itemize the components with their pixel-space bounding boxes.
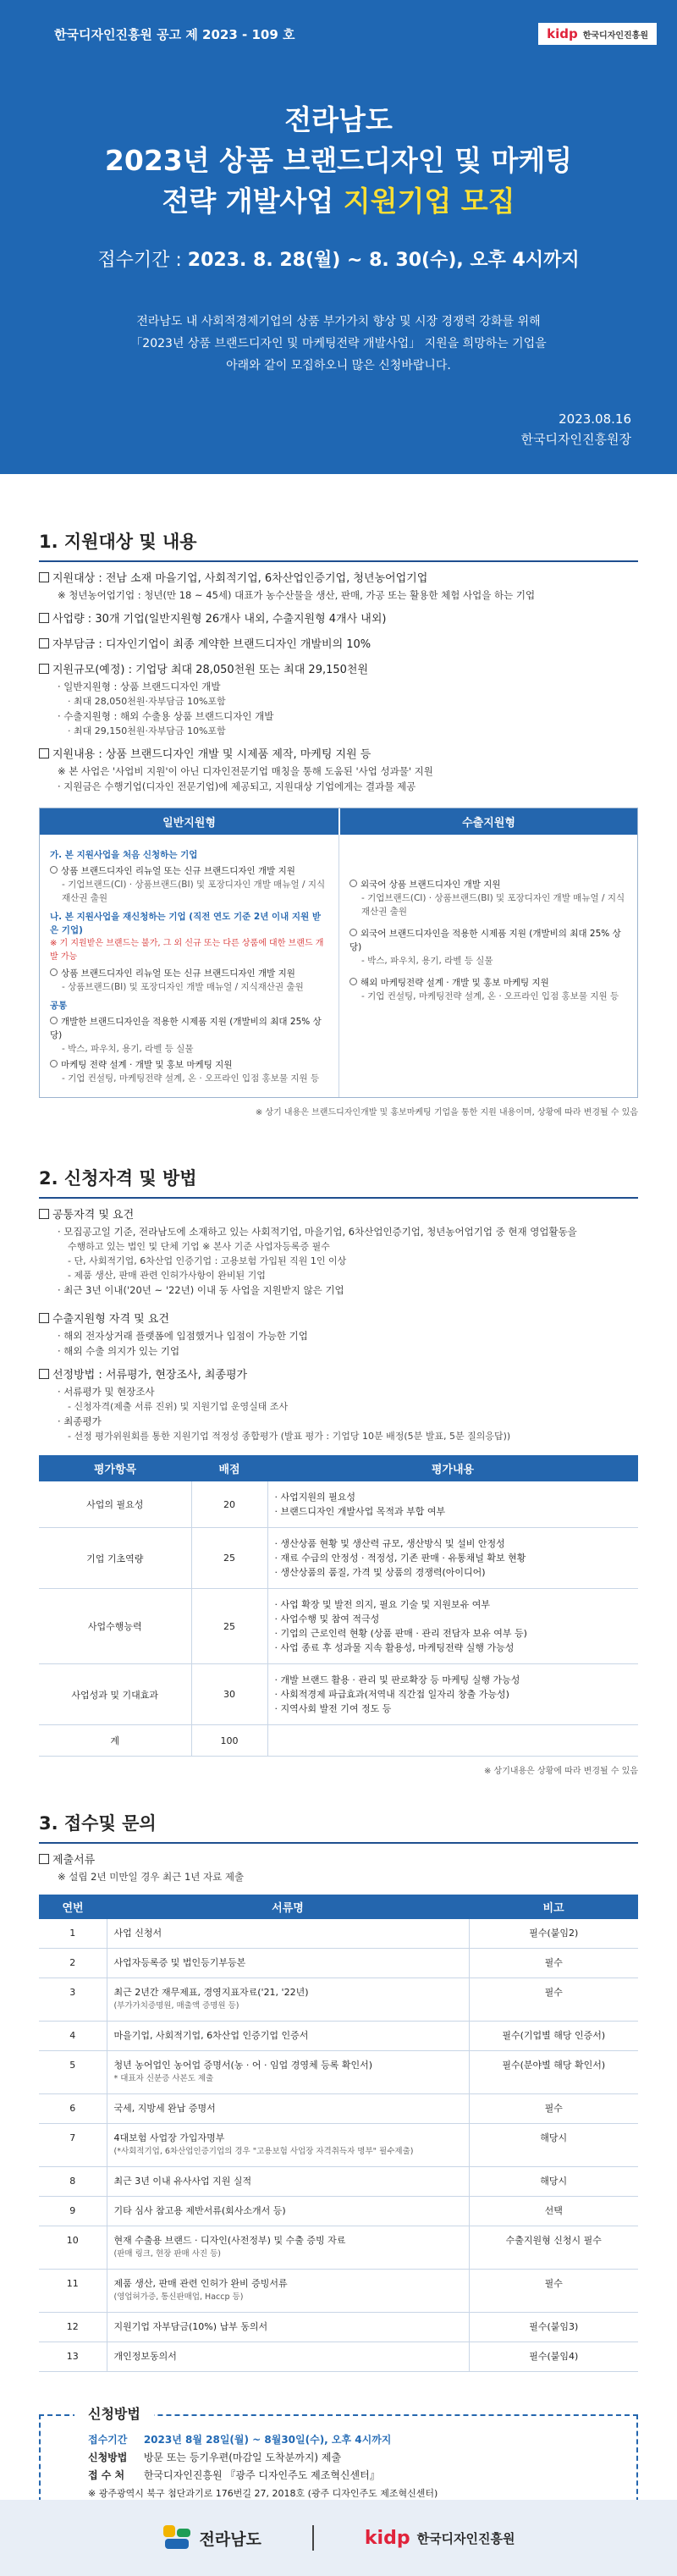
notice-number: 한국디자인진흥원 공고 제 2023 - 109 호	[54, 26, 295, 42]
period	[0, 245, 677, 272]
issuer: 한국디자인진흥원장	[520, 432, 631, 447]
doc-number: 4	[39, 2022, 107, 2051]
option-text: 외국어 상품 브랜드디자인 개발 지원	[361, 880, 501, 890]
doc-name: 개인정보동의서	[113, 2351, 177, 2362]
doc-name-cell	[107, 2313, 469, 2342]
table-row	[39, 2270, 638, 2313]
doc-name: 제품 생산, 판매 관련 인허가 완비 증빙서류	[113, 2278, 288, 2289]
checkbox-icon	[39, 1369, 49, 1379]
table-row	[39, 2051, 638, 2094]
eval-score: 20	[191, 1481, 267, 1528]
footer	[0, 2500, 677, 2576]
req-line: - 제품 생산, 판매 관련 인허가사항이 완비된 기업	[68, 1270, 266, 1281]
doc-number: 8	[39, 2167, 107, 2197]
content-item	[39, 747, 638, 764]
table-row	[39, 1978, 638, 2022]
eval-desc-line: · 생산상품의 품질, 가격 및 상품의 경쟁력(아이디어)	[274, 1567, 486, 1578]
doc-name: 청년 농어업인 농어업 증명서(농 · 어 · 임업 경영체 등록 확인서)	[113, 2060, 373, 2071]
group-label: 나. 본 지원사업을 재신청하는 기업 (직전 연도 기준 2년 이내 지원 받은 기업)	[50, 912, 322, 935]
section-title: 1. 지원대상 및 내용	[39, 528, 638, 562]
option-text: 마케팅 전략 설계 · 개발 및 홍보 마케팅 지원	[61, 1060, 233, 1070]
selection-heading: 선정방법 : 서류평가, 현장조사, 최종평가	[52, 1369, 248, 1382]
option-detail: - 기업 컨설팅, 마케팅전략 설계, 온 · 오프라인 입점 홍보물 지원 등	[361, 991, 619, 1001]
support-types-box	[39, 808, 638, 1098]
section-eligibility	[0, 1165, 677, 1776]
doc-name-cell	[107, 2094, 469, 2124]
doc-number: 5	[39, 2051, 107, 2094]
doc-name-cell	[107, 2022, 469, 2051]
doc-number: 11	[39, 2270, 107, 2313]
req-line: · 해외 수출 의지가 있는 기업	[58, 1345, 180, 1357]
eval-desc	[267, 1481, 638, 1528]
budget-text: 지원규모(예정) : 기업당 최대 28,050천원 또는 최대 29,150천원	[52, 664, 369, 676]
eval-desc-line: · 재료 수급의 안정성 · 적정성, 기존 판매 · 유통채널 확보 현황	[274, 1553, 526, 1564]
doc-name: 마을기업, 사회적기업, 6차산업 인증기업 인증서	[113, 2030, 309, 2041]
circle-icon	[350, 880, 357, 887]
table-row	[39, 1725, 638, 1757]
eval-desc	[267, 1589, 638, 1664]
kidp-footer-logo	[365, 2528, 515, 2549]
doc-name-note: (*사회적기업, 6차산업인증기업의 경우 "고용보험 사업장 자격취득자 명부" 필수제출)	[113, 2147, 414, 2156]
doc-name: 현재 수출용 브랜드 · 디자인(사전정부) 및 수출 증빙 자료	[113, 2235, 346, 2246]
support-option	[50, 1015, 328, 1056]
doc-name: 4대보험 사업장 가입자명부	[113, 2132, 225, 2143]
req-line: - 선정 평가위원회를 통한 지원기업 적정성 종합평가 (발표 평가 : 기업당 10분 배정(5분 발표, 5분 질의응답))	[68, 1431, 511, 1442]
doc-remark: 필수	[469, 2094, 638, 2124]
budget-general-detail: · 최대 28,050천원·자부담금 10%포함	[68, 696, 226, 707]
doc-name-cell	[107, 1919, 469, 1949]
option-detail: - 박스, 파우치, 용기, 라벨 등 실물	[361, 956, 493, 966]
howto-label: 접수기간	[88, 2434, 128, 2446]
docs-heading: 제출서류	[52, 1854, 96, 1867]
doc-name-cell	[107, 2197, 469, 2226]
general-column	[40, 835, 338, 1097]
eval-item: 사업성과 및 기대효과	[39, 1664, 191, 1725]
checkbox-icon	[39, 748, 49, 758]
column-header: 평가내용	[267, 1455, 638, 1481]
doc-name-cell	[107, 2270, 469, 2313]
doc-remark: 필수	[469, 1949, 638, 1978]
doc-name-cell	[107, 2342, 469, 2372]
doc-number: 9	[39, 2197, 107, 2226]
option-detail: - 기업브랜드(CI) · 상품브랜드(BI) 및 포장디자인 개발 매뉴얼 / 지식재산권 출원	[361, 893, 625, 917]
support-option	[350, 927, 627, 968]
jeonnam-emblem-icon	[162, 2525, 192, 2551]
signature	[0, 409, 677, 450]
docs-item	[39, 1852, 638, 1869]
doc-name-cell	[107, 2124, 469, 2167]
doc-name-note: * 대표자 신분증 사본도 제출	[113, 2074, 214, 2083]
table-row	[39, 1919, 638, 1949]
doc-number: 1	[39, 1919, 107, 1949]
support-option	[50, 967, 328, 994]
eval-desc	[267, 1664, 638, 1725]
req-line: - 단, 사회적기업, 6차산업 인증기업 : 고용보험 가입된 직원 1인 이상	[68, 1255, 347, 1266]
table-row	[39, 1949, 638, 1978]
content-text: 지원내용 : 상품 브랜드디자인 개발 및 시제품 제작, 마케팅 지원 등	[52, 748, 372, 761]
doc-name-cell	[107, 2167, 469, 2197]
option-detail: - 기업브랜드(CI) · 상품브랜드(BI) 및 포장디자인 개발 매뉴얼 / 지식재산권 출원	[62, 880, 326, 903]
target-text: 지원대상 : 전남 소재 마을기업, 사회적기업, 6차산업인증기업, 청년농어업기업	[52, 572, 428, 585]
table-row	[39, 2197, 638, 2226]
self-pay-item	[39, 637, 638, 654]
circle-icon	[350, 929, 357, 936]
budget-export: · 수출지원형 : 해외 수출용 상품 브랜드디자인 개발	[58, 710, 274, 722]
table-row	[39, 1481, 638, 1528]
how-to-apply-title: 신청방법	[74, 2405, 154, 2423]
eval-score: 25	[191, 1589, 267, 1664]
doc-name: 최근 3년 이내 유사사업 지원 실적	[113, 2176, 252, 2187]
table-row	[39, 2094, 638, 2124]
general-req-heading: 공통자격 및 요건	[52, 1209, 135, 1222]
eval-desc-line: · 지역사회 발전 기여 정도 등	[274, 1703, 392, 1714]
doc-name: 사업 신청서	[113, 1928, 162, 1939]
doc-name: 기타 심사 참고용 제반서류(회사소개서 등)	[113, 2205, 286, 2216]
section-title: 3. 접수및 문의	[39, 1810, 638, 1844]
target-note: ※ 청년농어업기업 : 청년(만 18 ~ 45세) 대표가 농수산물을 생산, 판매, 가공 또는 활용한 체험 사업을 하는 기업	[58, 589, 536, 601]
self-pay-text: 자부담금 : 디자인기업이 최종 계약한 브랜드디자인 개발비의 10%	[52, 638, 372, 651]
option-text: 상품 브랜드디자인 리뉴얼 또는 신규 브랜드디자인 개발 지원	[61, 968, 295, 979]
doc-number: 3	[39, 1978, 107, 2022]
eval-item: 기업 기초역량	[39, 1528, 191, 1589]
doc-number: 2	[39, 1949, 107, 1978]
footer-divider	[312, 2525, 314, 2551]
doc-remark: 필수(붙임3)	[469, 2313, 638, 2342]
howto-line	[88, 2449, 616, 2467]
column-header: 연번	[39, 1895, 107, 1919]
scale-text: 사업량 : 30개 기업(일반지원형 26개사 내외, 수출지원형 4개사 내외)	[52, 613, 387, 626]
checkbox-icon	[39, 572, 49, 582]
doc-name-cell	[107, 2051, 469, 2094]
eval-desc-line: · 사업지원의 필요성	[274, 1492, 355, 1503]
eval-desc-line: · 브랜드디자인 개발사업 목적과 부합 여부	[274, 1506, 446, 1517]
table-row	[39, 1528, 638, 1589]
doc-name-cell	[107, 2226, 469, 2270]
kidp-logo	[538, 23, 657, 45]
doc-remark: 해당시	[469, 2124, 638, 2167]
scale-item	[39, 611, 638, 628]
table-row	[39, 2313, 638, 2342]
doc-name-note: (부가가치증명원, 매출액 증명원 등)	[113, 2001, 239, 2011]
option-detail: - 기업 컨설팅, 마케팅전략 설계, 온 · 오프라인 입점 홍보물 지원 등	[62, 1073, 320, 1084]
kidp-logo-mark: kidp	[547, 26, 578, 41]
section-title: 2. 신청자격 및 방법	[39, 1165, 638, 1199]
doc-remark: 필수	[469, 2270, 638, 2313]
table-row	[39, 2342, 638, 2372]
req-line: · 서류평가 및 현장조사	[58, 1386, 155, 1398]
intro-line: 전라남도 내 사회적경제기업의 상품 부가가치 향상 및 시장 경쟁력 강화를 위해	[136, 315, 541, 328]
documents-table-body	[39, 1919, 638, 2372]
table-row	[39, 1664, 638, 1725]
evaluation-table-body	[39, 1481, 638, 1757]
column-header: 평가항목	[39, 1455, 191, 1481]
title-sub	[0, 181, 677, 222]
eval-item: 사업수행능력	[39, 1589, 191, 1664]
checkbox-icon	[39, 638, 49, 648]
doc-number: 13	[39, 2342, 107, 2372]
doc-name: 사업자등록증 및 법인등기부등본	[113, 1957, 246, 1968]
export-req-item	[39, 1311, 638, 1328]
doc-name-cell	[107, 1949, 469, 1978]
budget-item	[39, 662, 638, 679]
group-label: 가. 본 지원사업을 처음 신청하는 기업	[50, 850, 198, 860]
column-header: 비고	[469, 1895, 638, 1919]
period-value: 2023. 8. 28(월) ~ 8. 30(수), 오후 4시까지	[187, 250, 580, 271]
eval-score: 30	[191, 1664, 267, 1725]
howto-note: ※ 광주광역시 북구 첨단과기로 176번길 27, 2018호 (광주 디자인주도 제조혁신센터)	[88, 2488, 438, 2499]
howto-label: 신청방법	[88, 2452, 128, 2463]
evaluation-footnote: ※ 상기내용은 상황에 따라 변경될 수 있음	[483, 1767, 638, 1776]
jeonnam-logo	[162, 2525, 261, 2551]
kidp-logo-mark: kidp	[364, 2527, 410, 2549]
eval-score: 25	[191, 1528, 267, 1589]
doc-number: 6	[39, 2094, 107, 2124]
title-sub-a: 전략 개발사업	[162, 185, 344, 218]
doc-remark: 필수(붙임2)	[469, 1919, 638, 1949]
req-line: · 최근 3년 이내('20년 ~ '22년) 이내 동 사업을 지원받지 않은 기업	[58, 1284, 344, 1296]
table-row	[39, 2167, 638, 2197]
option-detail: - 상품브랜드(BI) 및 포장디자인 개발 매뉴얼 / 지식재산권 출원	[62, 982, 304, 992]
doc-remark: 해당시	[469, 2167, 638, 2197]
doc-name-note: (영업허가증, 통신판매업, Haccp 등)	[113, 2292, 244, 2302]
req-line: · 최종평가	[58, 1415, 102, 1427]
column-header: 서류명	[107, 1895, 469, 1919]
export-column	[338, 835, 637, 1097]
support-option	[50, 1058, 328, 1085]
eval-desc-line: · 사업수행 및 참여 적극성	[274, 1613, 380, 1624]
option-text: 외국어 브랜드디자인을 적용한 시제품 지원 (개발비의 최대 25% 상당)	[350, 929, 621, 952]
general-header: 일반지원형	[40, 808, 338, 835]
export-req-heading: 수출지원형 자격 및 요건	[52, 1313, 169, 1326]
intro-text	[0, 311, 677, 377]
hero-banner	[0, 0, 677, 474]
checkbox-icon	[39, 1209, 49, 1219]
option-detail: - 박스, 파우치, 용기, 라벨 등 실물	[62, 1044, 194, 1054]
doc-name: 지원기업 자부담금(10%) 납부 동의서	[113, 2321, 268, 2332]
intro-line: 아래와 같이 모집하오니 많은 신청바랍니다.	[226, 359, 451, 372]
circle-icon	[50, 1017, 58, 1024]
export-header: 수출지원형	[338, 808, 637, 835]
period-label: 접수기간 :	[97, 250, 188, 271]
support-option	[50, 864, 328, 905]
top-bar	[0, 0, 677, 51]
req-line: · 모집공고일 기준, 전라남도에 소재하고 있는 사회적기업, 마을기업, 6차산업인증기업, 청년농어업기업 중 현재 영업활동을	[58, 1226, 577, 1238]
doc-remark: 필수(붙임4)	[469, 2342, 638, 2372]
eval-desc	[267, 1528, 638, 1589]
eval-desc-line: · 개발 브랜드 활용 · 관리 및 판로확장 등 마케팅 실행 가능성	[274, 1674, 520, 1685]
doc-remark: 필수(분야별 해당 확인서)	[469, 2051, 638, 2094]
table-row	[39, 2226, 638, 2270]
doc-name-cell	[107, 1978, 469, 2022]
doc-number: 10	[39, 2226, 107, 2270]
doc-remark: 필수(기업별 해당 인증서)	[469, 2022, 638, 2051]
eval-desc-line: · 기업의 근로인력 현황 (상품 판매 · 관리 전담자 보유 여부 등)	[274, 1628, 527, 1639]
howto-value: 2023년 8월 28일(월) ~ 8월30일(수), 오후 4시까지	[143, 2434, 392, 2446]
eval-desc-line: · 생산상품 현황 및 생산력 규모, 생산방식 및 설비 안정성	[274, 1538, 505, 1549]
eval-desc-line: · 사업 확장 및 발전 의지, 필요 기술 및 지원보유 여부	[274, 1599, 490, 1610]
intro-line: 「2023년 상품 브랜드디자인 및 마케팅전략 개발사업」 지원을 희망하는 기업을	[130, 337, 547, 350]
howto-line	[88, 2467, 616, 2485]
column-header: 배점	[191, 1455, 267, 1481]
eval-desc	[267, 1725, 638, 1757]
title-region: 전라남도	[284, 103, 393, 136]
group-note: ※ 기 지원받은 브랜드는 불가, 그 외 신규 또는 다른 상품에 대한 브랜드 개발 가능	[50, 939, 324, 962]
content-sub: · 지원금은 수행기업(디자인 전문기업)에 제공되고, 지원대상 기업에게는 결과물 제공	[58, 781, 416, 792]
support-option	[350, 976, 627, 1003]
section-submission	[0, 1810, 677, 2372]
doc-remark: 필수	[469, 1978, 638, 2022]
checkbox-icon	[39, 664, 49, 674]
eval-score: 100	[191, 1725, 267, 1757]
circle-icon	[350, 978, 357, 985]
documents-table	[39, 1895, 638, 2372]
support-option	[350, 878, 627, 918]
option-text: 상품 브랜드디자인 리뉴얼 또는 신규 브랜드디자인 개발 지원	[61, 866, 295, 876]
evaluation-table	[39, 1455, 638, 1757]
checkbox-icon	[39, 1313, 49, 1323]
eval-item: 계	[39, 1725, 191, 1757]
kidp-logo-name: 한국디자인진흥원	[582, 30, 648, 41]
support-footnote: ※ 상기 내용은 브랜드디자인개발 및 홍보마케팅 기업을 통한 지원 내용이며, 상황에 따라 변경될 수 있음	[255, 1108, 638, 1117]
table-row	[39, 1589, 638, 1664]
req-line-note: 수행하고 있는 법인 및 단체 기업 ※ 본사 기준 사업자등록증 필수	[68, 1241, 330, 1252]
circle-icon	[50, 968, 58, 976]
doc-remark: 수출지원형 신청시 필수	[469, 2226, 638, 2270]
doc-name: 국세, 지방세 완납 증명서	[113, 2103, 216, 2114]
circle-icon	[50, 1060, 58, 1067]
req-line: · 해외 전자상거래 플랫폼에 입점했거나 입점이 가능한 기업	[58, 1330, 308, 1342]
table-header-row	[39, 1895, 638, 1919]
howto-value: 한국디자인진흥원 『광주 디자인주도 제조혁신센터』	[143, 2469, 380, 2481]
req-line: - 신청자격(제출 서류 진위) 및 지원기업 운영실태 조사	[68, 1401, 289, 1412]
budget-export-detail: · 최대 29,150천원·자부담금 10%포함	[68, 725, 226, 736]
notice-date: 2023.08.16	[559, 411, 631, 427]
target-item	[39, 571, 638, 587]
doc-name-note: (판매 링크, 현장 판매 사진 등)	[113, 2249, 221, 2259]
title-highlight: 지원기업 모집	[343, 185, 515, 218]
section-support	[0, 528, 677, 1117]
doc-name: 최근 2년간 재무제표, 경영지표자료('21, '22년)	[113, 1987, 309, 1998]
howto-line	[88, 2431, 616, 2449]
checkbox-icon	[39, 1854, 49, 1864]
circle-icon	[50, 866, 58, 874]
option-text: 해외 마케팅전략 설계 · 개발 및 홍보 마케팅 지원	[361, 978, 549, 988]
table-row	[39, 2124, 638, 2167]
doc-number: 7	[39, 2124, 107, 2167]
eval-desc-line: · 사회적경제 파급효과(저역내 직간접 일자리 창출 가능성)	[274, 1689, 509, 1700]
doc-remark: 선택	[469, 2197, 638, 2226]
doc-number: 12	[39, 2313, 107, 2342]
docs-note: ※ 설립 2년 미만일 경우 최근 1년 자료 제출	[58, 1871, 245, 1883]
eval-item: 사업의 필요성	[39, 1481, 191, 1528]
group-label: 공통	[50, 1001, 68, 1011]
eval-desc-line: · 사업 종료 후 성과물 지속 활용성, 마케팅전략 실행 가능성	[274, 1642, 515, 1653]
content-note: ※ 본 사업은 '사업비 지원'이 아닌 디자인전문기업 매칭을 통해 도움된 '사업 성과물' 지원	[58, 765, 433, 777]
jeonnam-name: 전라남도	[199, 2529, 261, 2549]
howto-value: 방문 또는 등기우편(마감일 도착분까지) 제출	[143, 2452, 342, 2463]
title-main: 2023년 상품 브랜드디자인 및 마케팅	[104, 144, 573, 177]
selection-item	[39, 1367, 638, 1384]
budget-general: · 일반지원형 : 상품 브랜드디자인 개발	[58, 681, 221, 692]
table-row	[39, 2022, 638, 2051]
checkbox-icon	[39, 613, 49, 623]
general-req-item	[39, 1207, 638, 1224]
howto-label: 접 수 처	[88, 2469, 125, 2481]
table-header-row	[39, 1455, 638, 1481]
option-text: 개발한 브랜드디자인을 적용한 시제품 지원 (개발비의 최대 25% 상당)	[50, 1017, 322, 1040]
kidp-footer-name: 한국디자인진흥원	[416, 2530, 515, 2546]
